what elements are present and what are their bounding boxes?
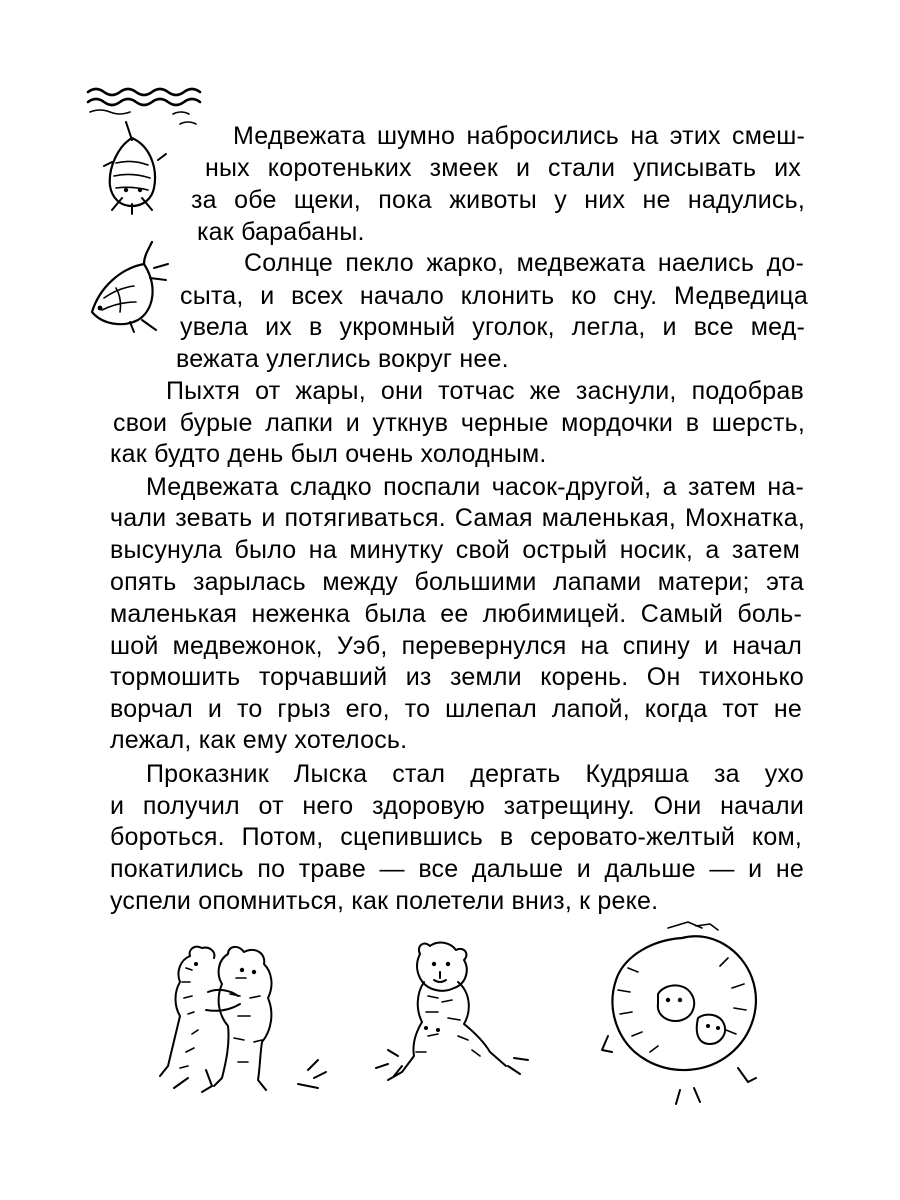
text-line: тормошить торчавший из земли корень. Он тихонько [110,663,804,691]
text-line: успели опомниться, как полетели вниз, к реке. [110,887,659,915]
text-line: ворчал и то грыз его, то шлепал лапой, когда тот не [110,695,802,723]
text-line: Проказник Лыска стал дергать Кудряша за ухо [146,760,804,788]
text-line: как барабаны. [197,218,365,246]
text-line: свои бурые лапки и уткнув черные мордочки в шерсть, [113,409,805,437]
bear-cubs-rolling-icon [598,918,768,1108]
text-line: чали зевать и потягиваться. Самая маленькая, Мохнатка, [110,504,805,532]
text-line: Медвежата шумно набросились на этих смеш- [233,122,805,150]
fish-icon [96,118,176,218]
text-line: высунула было на минутку свой острый носик, а затем [110,536,800,564]
text-line: увела их в укромный уголок, легла, и все мед- [180,313,805,341]
text-line: лежал, как ему хотелось. [110,726,408,754]
text-line: опять зарылась между большими лапами матери; эта [110,568,804,596]
text-line: маленькая неженка была ее любимицей. Самый боль- [110,600,802,628]
text-line: сыта, и всех начало клонить ко сну. Медведица [180,282,808,310]
text-line: покатились по траве — все дальше и дальше — и не [110,855,804,883]
bear-cubs-hugging-icon [158,938,338,1098]
text-line: и получил от него здоровую затрещину. Они начали [110,792,804,820]
text-line: ных коротеньких змеек и стали уписывать их [205,154,801,182]
text-line: бороться. Потом, сцепившись в серовато-желтый ком, [110,823,802,851]
bear-cubs-wrestling-icon [368,940,548,1100]
text-line: шой медвежонок, Уэб, перевернулся на спину и начал [110,632,802,660]
text-line: вежата улеглись вокруг нее. [176,345,509,373]
text-line: как будто день был очень холодным. [110,440,547,468]
fish-icon [80,238,180,334]
text-line: Медвежата сладко поспали часок-другой, а затем на- [146,473,804,501]
text-line: Солнце пекло жарко, медвежата наелись до- [244,249,804,277]
text-line: Пыхтя от жары, они тотчас же заснули, подобрав [166,377,804,405]
text-line: за обе щеки, пока животы у них не надулись, [191,186,805,214]
